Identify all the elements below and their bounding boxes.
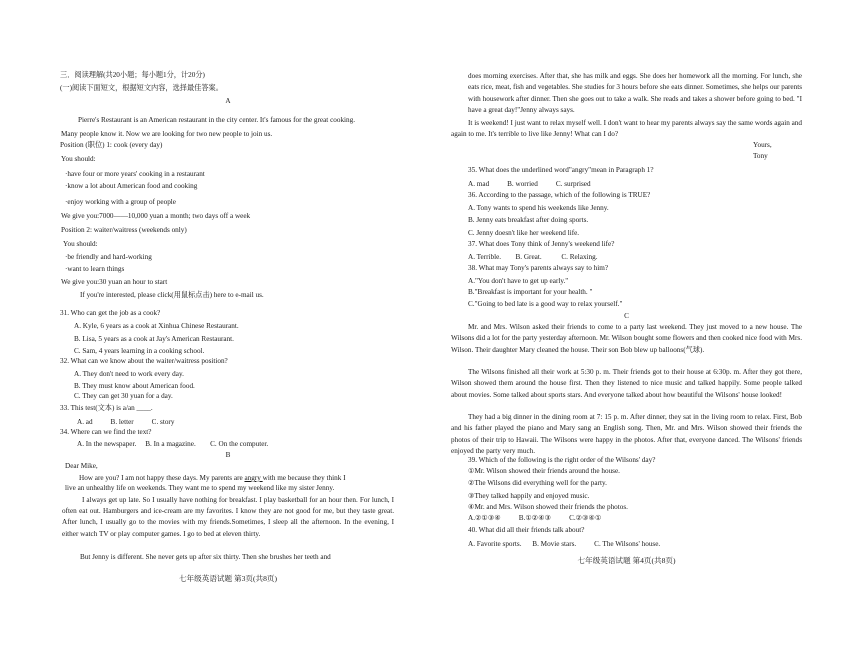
question-34: 34. Where can we find the text? (60, 428, 152, 436)
option: ②The Wilsons did everything well for the party. (468, 479, 607, 487)
letter-closing: Yours, (753, 141, 772, 149)
question-40: 40. What did all their friends talk about? (468, 526, 585, 534)
passage-a-line: ·enjoy working with a group of people (65, 198, 176, 206)
option: A. In the newspaper. B. In a magazine. C. On the computer. (77, 440, 269, 448)
passage-a-line: Position 2: waiter/waitress (weekends only) (61, 226, 187, 234)
option: B. They must know about American food. (74, 382, 195, 390)
option: A."You don't have to get up early." (468, 277, 569, 285)
option: ①Mr. Wilson showed their friends around the house. (468, 467, 620, 475)
passage-a-line: You should: (61, 155, 96, 163)
passage-a-letter: A (225, 97, 231, 105)
option: C. Sam, 4 years learning in a cooking school. (74, 347, 205, 355)
option: A. Tony wants to spend his weekends like Jenny. (468, 204, 609, 212)
left-page (0, 0, 420, 665)
section-heading: 三．阅读理解(共20小题；每小题1分，计20分) (60, 71, 205, 79)
option: A. They don't need to work every day. (74, 370, 184, 378)
option: B. Jenny eats breakfast after doing sports. (468, 216, 589, 224)
underlined-word-angry: angry (244, 474, 263, 482)
letter-text: How are you? I am not happy these days. My parents are (79, 474, 245, 482)
option: ④Mr. and Mrs. Wilson showed their friends the photos. (468, 503, 628, 511)
letter-line: But Jenny is different. She never gets up after six thirty. Then she brushes her teeth and (80, 553, 331, 561)
letter-line: live an unhealthy life on weekends. They want me to spend my weekend like my sister Jenny. (65, 484, 335, 492)
option: B. Lisa, 5 years as a cook at Jay's American Restaurant. (74, 335, 234, 343)
passage-c-paragraph: They had a big dinner in the dining room at 7: 15 p. m. After dinner, they sat in the living room to relax. First, Bob and his father played the piano and Mary sang an English song. Then, Mr. and Mrs. Wilson showed their friends the photos of their trip to Hawaii. The Wilsons were happy in the photos. After that, everyone danced. The Wilsons' friends enjoyed the party very much. (451, 413, 802, 455)
passage-b-letter: B (225, 451, 231, 459)
question-36: 36. According to the passage, which of the following is TRUE? (468, 191, 651, 199)
question-33: 33. This test(文本) is a/an ____. (60, 404, 153, 412)
question-38: 38. What may Tony's parents always say to him? (468, 264, 609, 272)
letter-paragraph: does morning exercises. After that, she has milk and eggs. She does her homework all the morning. For lunch, she eats rice, meat, fish and vegetables. She studies for 3 hours before she eats dinner. Sometimes, she helps our parents with housework after dinner. Then she goes out to take a walk. She reads and takes a shower before going to bed. "I have a great day!"Jenny always says. (468, 72, 802, 115)
right-page (420, 0, 860, 665)
page-footer: 七年级英语试题 第3页(共8页) (178, 574, 278, 583)
sub-heading: (一)阅读下面短文，根据短文内容，选择最佳答案。 (60, 84, 223, 92)
letter-line (79, 474, 345, 483)
passage-c-letter: C (624, 312, 629, 320)
option: C."Going to bed late is a good way to relax yourself." (468, 300, 623, 308)
passage-a-line: ·have four or more years' cooking in a restaurant (65, 170, 205, 178)
question-32: 32. What can we know about the waiter/waitress position? (60, 357, 228, 365)
option: B."Breakfast is important for your health. " (468, 288, 593, 296)
passage-c-paragraph: Mr. and Mrs. Wilson asked their friends to come to a party last weekend. They just moved to a new house. The Wilsons did a lot for the party yesterday afternoon. Mr. Wilson bought some flowers and then cooked nice food with Mrs. Wilson. Their daughter Mary cleaned the house. Their son Bob blew up balloons(气球). (451, 323, 802, 354)
passage-a-line: We give you:30 yuan an hour to start (61, 278, 168, 286)
question-31: 31. Who can get the job as a cook? (60, 309, 161, 317)
passage-a-line: We give you:7000——10,000 yuan a month; two days off a week (61, 212, 251, 220)
letter-signature: Tony (753, 152, 768, 160)
letter-greeting: Dear Mike, (65, 462, 98, 470)
letter-paragraph: I always get up late. So I usually have nothing for breakfast. I play basketball for an hour then. For lunch, I often eat out. Hamburgers and ice-cream are my favorites. I know they are not good for me, but they taste great. After lunch, I usually go to the movies with my friends.Sometimes, I sleep all the afternoon. In the evening, I either watch TV or play computer games. I go to bed at eleven thirty. (62, 496, 394, 538)
passage-a-line: ·know a lot about American food and cooking (65, 182, 198, 190)
passage-a-line: You should: (63, 240, 98, 248)
passage-c-paragraph: The Wilsons finished all their work at 5:30 p. m. Their friends got to their house at 6:30p. m. After they got there, Wilson showed them around the house first. Then they listened to nice music and talked happily. Some people talked about movies. Some talked about sports stars. And everyone talked about how beautiful the Wilsons' house looked! (451, 368, 802, 399)
passage-a-line: ·want to learn things (65, 265, 125, 273)
passage-a-line: Many people know it. Now we are looking for two new people to join us. (61, 130, 273, 138)
option: C. Jenny doesn't like her weekend life. (468, 229, 580, 237)
question-37: 37. What does Tony think of Jenny's weekend life? (468, 240, 615, 248)
passage-a-line: Position (职位) 1: cook (every day) (60, 141, 163, 149)
option: A. Kyle, 6 years as a cook at Xinhua Chinese Restaurant. (74, 322, 239, 330)
option: A. mad B. worried C. surprised (468, 180, 591, 188)
option: C. They can get 30 yuan for a day. (74, 392, 173, 400)
passage-a-line: ·be friendly and hard-working (65, 253, 152, 261)
option: A. Terrible. B. Great. C. Relaxing. (468, 253, 598, 261)
letter-paragraph: It is weekend! I just want to relax myself well. I don't want to hear my parents always say the same words again and again to me. It's terrible to live like Jenny! What can I do? (451, 119, 802, 139)
option: A.②①③④ B.①②④③ C.②③④① (468, 514, 602, 522)
option: ③They talked happily and enjoyed music. (468, 492, 590, 500)
option: A. ad B. letter C. story (77, 418, 175, 426)
passage-a-line: If you're interested, please click(用鼠标点击) here to e-mail us. (80, 291, 264, 299)
question-35: 35. What does the underlined word"angry"mean in Paragraph 1? (468, 166, 654, 174)
letter-text: with me because they think I (262, 474, 346, 482)
question-39: 39. Which of the following is the right order of the Wilsons' day? (468, 456, 656, 464)
page-footer: 七年级英语试题 第4页(共8页) (577, 556, 676, 565)
passage-a-line: Pierre's Restaurant is an American restaurant in the city center. It's famous for the great cooking. (78, 116, 356, 124)
option: A. Favorite sports. B. Movie stars. C. The Wilsons' house. (468, 540, 661, 548)
